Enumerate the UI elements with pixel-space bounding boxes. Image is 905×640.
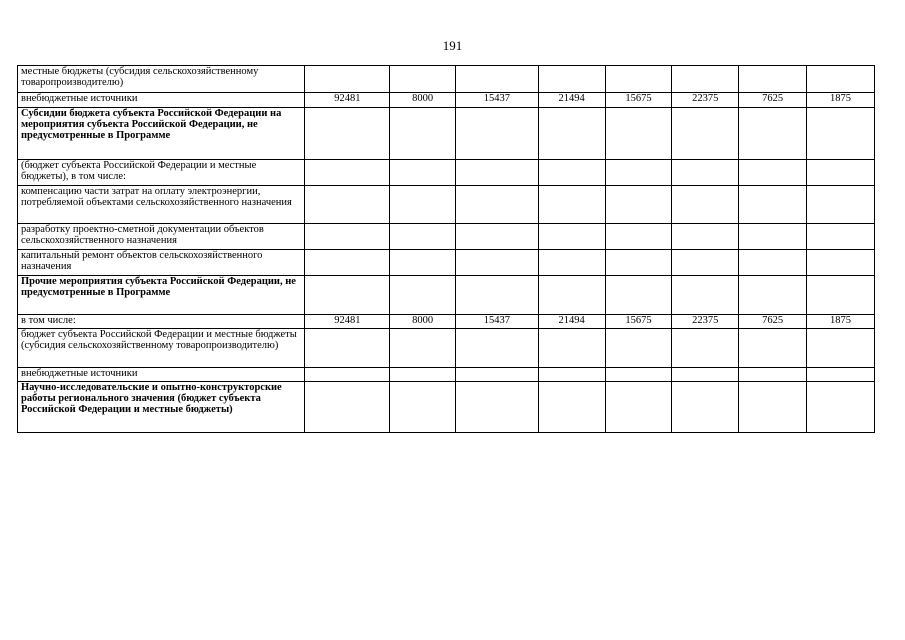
- table-row: [18, 108, 875, 160]
- value-cell: 21494: [538, 93, 605, 108]
- value-cell: [390, 160, 456, 186]
- value-cell: [456, 368, 539, 382]
- value-cell: [456, 160, 539, 186]
- value-cell: [807, 224, 875, 250]
- table-row: [18, 329, 875, 368]
- value-cell: 21494: [538, 315, 605, 329]
- value-cell: [305, 108, 390, 160]
- value-cell: 92481: [305, 315, 390, 329]
- value-cell: [739, 250, 807, 276]
- table-row: [18, 93, 875, 108]
- value-cell: [672, 224, 739, 250]
- value-cell: [605, 108, 672, 160]
- value-cell: [390, 186, 456, 224]
- value-cell: [390, 329, 456, 368]
- value-cell: [456, 66, 539, 93]
- value-cell: 1875: [807, 315, 875, 329]
- value-cell: 7625: [739, 315, 807, 329]
- value-cell: [739, 329, 807, 368]
- row-label: разработку проектно-сметной документации объектов сельскохозяйственного назначения: [18, 224, 305, 250]
- value-cell: [305, 368, 390, 382]
- value-cell: [538, 186, 605, 224]
- table-row: [18, 250, 875, 276]
- value-cell: [305, 382, 390, 433]
- budget-table: [17, 65, 875, 433]
- row-label: Прочие мероприятия субъекта Российской Федерации, не предусмотренные в Программе: [18, 276, 305, 315]
- value-cell: [807, 186, 875, 224]
- value-cell: [390, 224, 456, 250]
- value-cell: [739, 66, 807, 93]
- value-cell: 22375: [672, 93, 739, 108]
- value-cell: [672, 276, 739, 315]
- value-cell: [672, 250, 739, 276]
- value-cell: 92481: [305, 93, 390, 108]
- value-cell: [390, 250, 456, 276]
- value-cell: [605, 368, 672, 382]
- value-cell: [672, 368, 739, 382]
- value-cell: [739, 382, 807, 433]
- value-cell: 15675: [605, 315, 672, 329]
- value-cell: [538, 108, 605, 160]
- value-cell: [456, 382, 539, 433]
- value-cell: [390, 66, 456, 93]
- value-cell: [739, 224, 807, 250]
- value-cell: [672, 160, 739, 186]
- value-cell: [605, 66, 672, 93]
- value-cell: [390, 276, 456, 315]
- value-cell: [538, 382, 605, 433]
- value-cell: [605, 329, 672, 368]
- value-cell: [672, 66, 739, 93]
- value-cell: [807, 66, 875, 93]
- table-row: [18, 160, 875, 186]
- value-cell: [807, 250, 875, 276]
- value-cell: [456, 250, 539, 276]
- value-cell: [305, 160, 390, 186]
- value-cell: 15437: [456, 93, 539, 108]
- value-cell: [605, 382, 672, 433]
- value-cell: [538, 66, 605, 93]
- value-cell: 7625: [739, 93, 807, 108]
- value-cell: [739, 186, 807, 224]
- value-cell: [456, 276, 539, 315]
- value-cell: [807, 276, 875, 315]
- row-label: внебюджетные источники: [18, 93, 305, 108]
- value-cell: [305, 186, 390, 224]
- value-cell: 15675: [605, 93, 672, 108]
- value-cell: 1875: [807, 93, 875, 108]
- row-label: в том числе:: [18, 315, 305, 329]
- value-cell: 8000: [390, 315, 456, 329]
- row-label: местные бюджеты (субсидия сельскохозяйственному товаропроизводителю): [18, 66, 305, 93]
- row-label: Научно-исследовательские и опытно-конструкторские работы регионального значения (бюджет субъекта Российской Федерации и местные бюджеты): [18, 382, 305, 433]
- value-cell: 15437: [456, 315, 539, 329]
- row-label: Субсидии бюджета субъекта Российской Федерации на мероприятия субъекта Российской Федерации, не предусмотренные в Программе: [18, 108, 305, 160]
- value-cell: [605, 224, 672, 250]
- table-row: [18, 315, 875, 329]
- table-row: [18, 224, 875, 250]
- value-cell: [672, 329, 739, 368]
- value-cell: [390, 382, 456, 433]
- value-cell: [739, 276, 807, 315]
- row-label: (бюджет субъекта Российской Федерации и местные бюджеты), в том числе:: [18, 160, 305, 186]
- value-cell: [739, 160, 807, 186]
- value-cell: [807, 329, 875, 368]
- value-cell: [305, 276, 390, 315]
- row-label: компенсацию части затрат на оплату электроэнергии, потребляемой объектами сельскохозяйственного назначения: [18, 186, 305, 224]
- value-cell: [672, 108, 739, 160]
- row-label: капитальный ремонт объектов сельскохозяйственного назначения: [18, 250, 305, 276]
- value-cell: 22375: [672, 315, 739, 329]
- value-cell: [538, 329, 605, 368]
- value-cell: [807, 108, 875, 160]
- value-cell: [538, 368, 605, 382]
- value-cell: [305, 224, 390, 250]
- value-cell: [672, 382, 739, 433]
- value-cell: [305, 329, 390, 368]
- value-cell: [538, 224, 605, 250]
- value-cell: 8000: [390, 93, 456, 108]
- value-cell: [305, 250, 390, 276]
- value-cell: [807, 160, 875, 186]
- value-cell: [390, 108, 456, 160]
- value-cell: [807, 368, 875, 382]
- row-label: бюджет субъекта Российской Федерации и местные бюджеты (субсидия сельскохозяйственному товаропроизводителю): [18, 329, 305, 368]
- value-cell: [456, 186, 539, 224]
- value-cell: [605, 160, 672, 186]
- value-cell: [305, 66, 390, 93]
- table-row: [18, 66, 875, 93]
- value-cell: [456, 108, 539, 160]
- value-cell: [605, 186, 672, 224]
- value-cell: [807, 382, 875, 433]
- table-row: [18, 186, 875, 224]
- value-cell: [739, 368, 807, 382]
- table-row: [18, 382, 875, 433]
- table-row: [18, 368, 875, 382]
- value-cell: [605, 250, 672, 276]
- value-cell: [538, 160, 605, 186]
- value-cell: [538, 250, 605, 276]
- value-cell: [672, 186, 739, 224]
- value-cell: [739, 108, 807, 160]
- page-number: 191: [442, 38, 463, 53]
- row-label: внебюджетные источники: [18, 368, 305, 382]
- value-cell: [456, 224, 539, 250]
- value-cell: [390, 368, 456, 382]
- table-row: [18, 276, 875, 315]
- value-cell: [605, 276, 672, 315]
- value-cell: [538, 276, 605, 315]
- value-cell: [456, 329, 539, 368]
